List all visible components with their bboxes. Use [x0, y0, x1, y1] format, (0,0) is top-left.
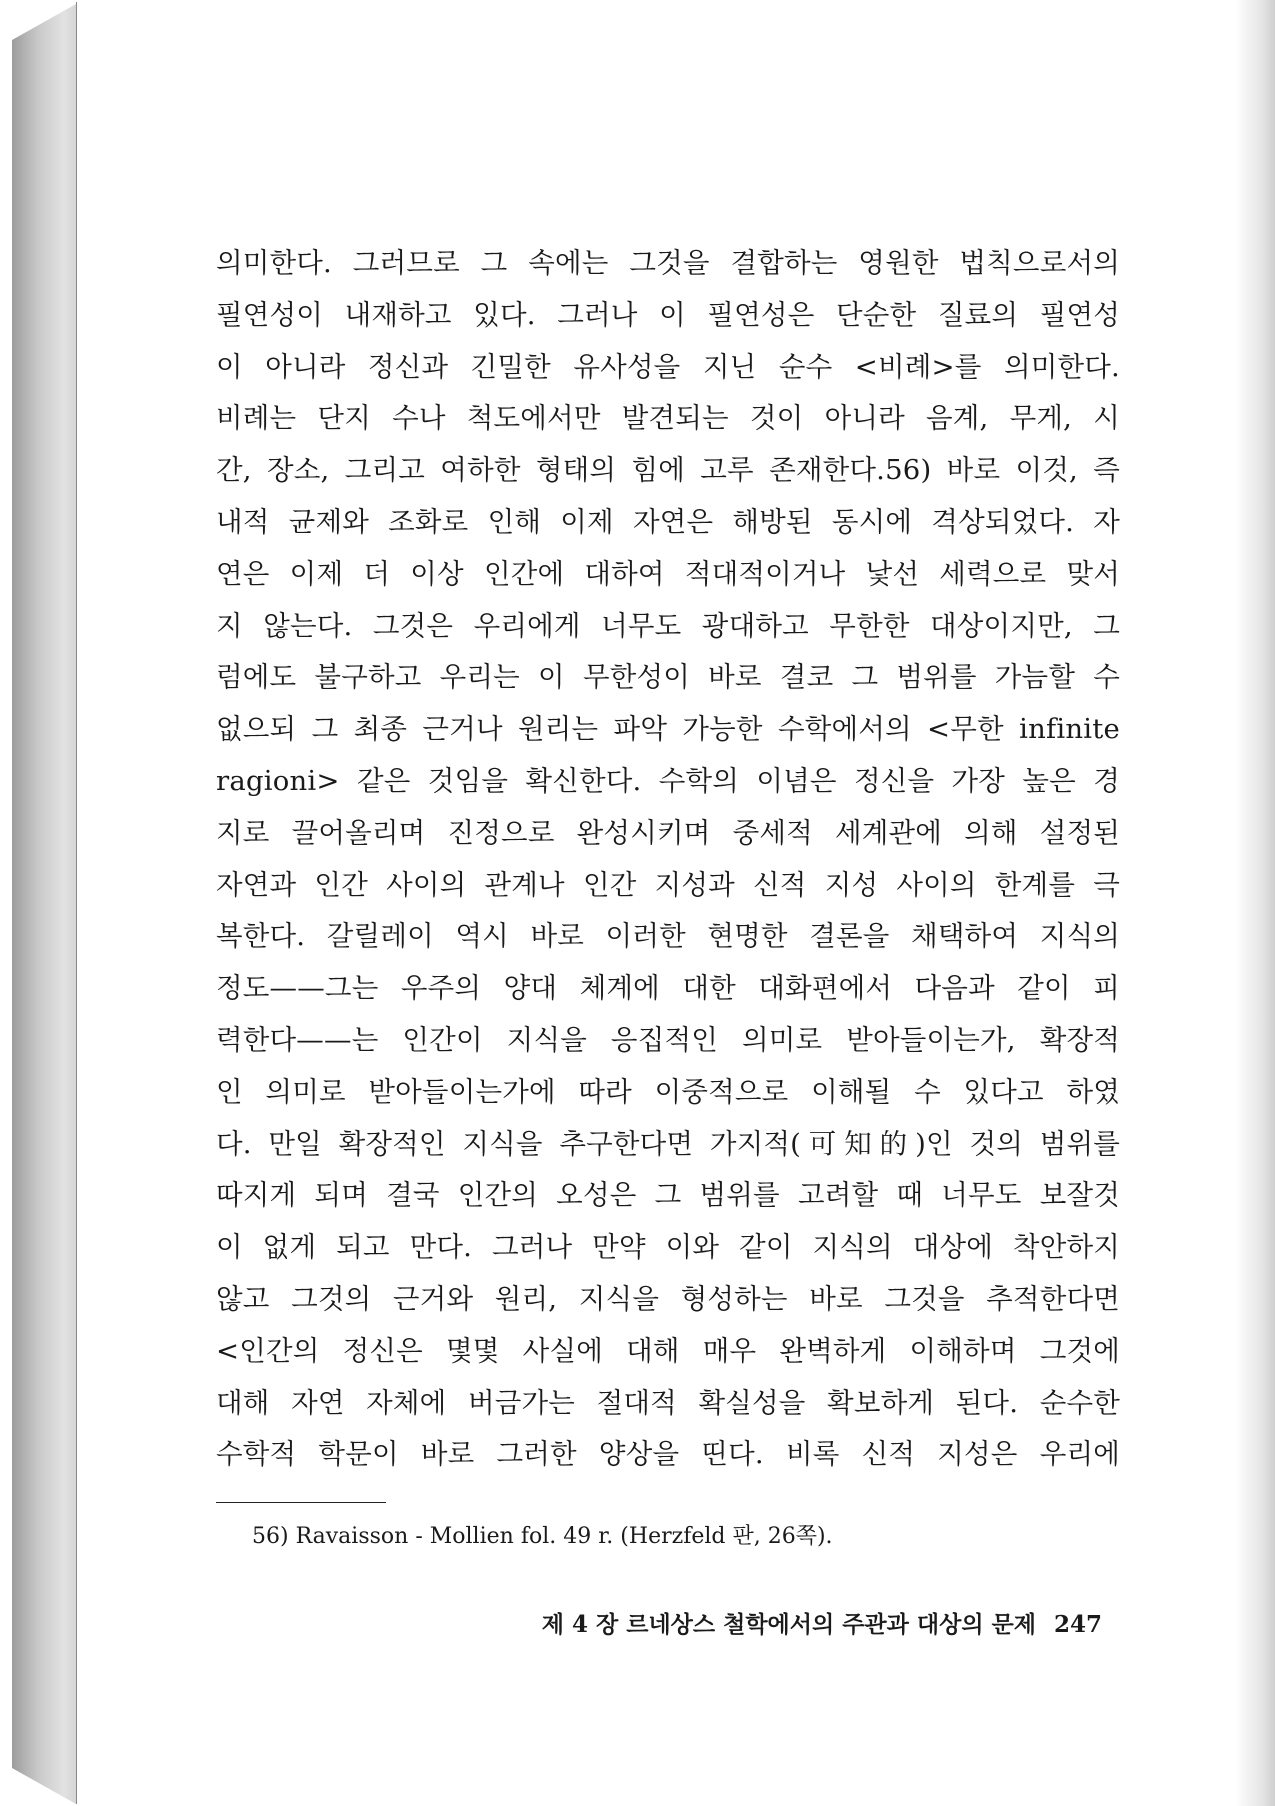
text-line: 없으되 그 최종 근거나 원리는 파악 가능한 수학에서의 <무한 infinite — [216, 713, 1120, 746]
text-line: 력한다——는 인간이 지식을 응집적인 의미로 받아들이는가, 확장적 — [216, 1023, 1120, 1056]
page-edge-shadow — [1235, 0, 1275, 1806]
text-line: 간, 장소, 그리고 여하한 형태의 힘에 고루 존재한다.56) 바로 이것, 즉 — [216, 454, 1120, 487]
text-line: 않고 그것의 근거와 원리, 지식을 형성하는 바로 그것을 추적한다면 — [216, 1282, 1120, 1315]
text-line: 이 아니라 정신과 긴밀한 유사성을 지닌 순수 <비례>를 의미한다. — [216, 350, 1120, 383]
text-line: 수학적 학문이 바로 그러한 양상을 띤다. 비록 신적 지성은 우리에 — [216, 1438, 1120, 1471]
text-line: 의미한다. 그러므로 그 속에는 그것을 결합하는 영원한 법칙으로서의 — [216, 247, 1120, 279]
text-line: 복한다. 갈릴레이 역시 바로 이러한 현명한 결론을 채택하여 지식의 — [216, 920, 1120, 953]
text-line: 지 않는다. 그것은 우리에게 너무도 광대하고 무한한 대상이지만, 그 — [216, 609, 1120, 642]
page-number: 247 — [1053, 1611, 1102, 1638]
text-line: 내적 균제와 조화로 인해 이제 자연은 해방된 동시에 격상되었다. 자 — [216, 505, 1120, 538]
book-spine-edge — [12, 4, 76, 1804]
text-line: 필연성이 내재하고 있다. 그러나 이 필연성은 단순한 질료의 필연성 — [216, 298, 1120, 331]
footnote: 56) Ravaisson - Mollien fol. 49 r. (Herzfeld 판, 26쪽). — [252, 1524, 833, 1549]
text-line: 연은 이제 더 이상 인간에 대하여 적대적이거나 낯선 세력으로 맞서 — [216, 557, 1120, 590]
text-line: 정도——그는 우주의 양대 체계에 대한 대화편에서 다음과 같이 피 — [216, 972, 1120, 1005]
chapter-title: 제 4 장 르네상스 철학에서의 주관과 대상의 문제 — [541, 1611, 1036, 1638]
text-line: 비례는 단지 수나 척도에서만 발견되는 것이 아니라 음계, 무게, 시 — [216, 402, 1120, 435]
text-line: ragioni> 같은 것임을 확신한다. 수학의 이념은 정신을 가장 높은 경 — [216, 764, 1120, 797]
text-line: 대해 자연 자체에 버금가는 절대적 확실성을 확보하게 된다. 순수한 — [216, 1386, 1120, 1419]
text-line: 자연과 인간 사이의 관계나 인간 지성과 신적 지성 사이의 한계를 극 — [216, 868, 1120, 901]
text-line: 이 없게 되고 만다. 그러나 만약 이와 같이 지식의 대상에 착안하지 — [216, 1231, 1120, 1264]
running-footer — [490, 1609, 1102, 1641]
text-line: 지로 끌어올리며 진정으로 완성시키며 중세적 세계관에 의해 설정된 — [216, 816, 1120, 849]
text-line: 따지게 되며 결국 인간의 오성은 그 범위를 고려할 때 너무도 보잘것 — [216, 1179, 1120, 1212]
footnote-rule — [216, 1502, 386, 1503]
body-text — [216, 238, 1120, 1481]
text-line: 인 의미로 받아들이는가에 따라 이중적으로 이해될 수 있다고 하였 — [216, 1075, 1120, 1108]
text-line: 다. 만일 확장적인 지식을 추구한다면 가지적(可知的)인 것의 범위를 — [216, 1127, 1120, 1160]
text-line: <인간의 정신은 몇몇 사실에 대해 매우 완벽하게 이해하며 그것에 — [216, 1334, 1120, 1367]
text-line: 럼에도 불구하고 우리는 이 무한성이 바로 결코 그 범위를 가늠할 수 — [216, 661, 1120, 694]
